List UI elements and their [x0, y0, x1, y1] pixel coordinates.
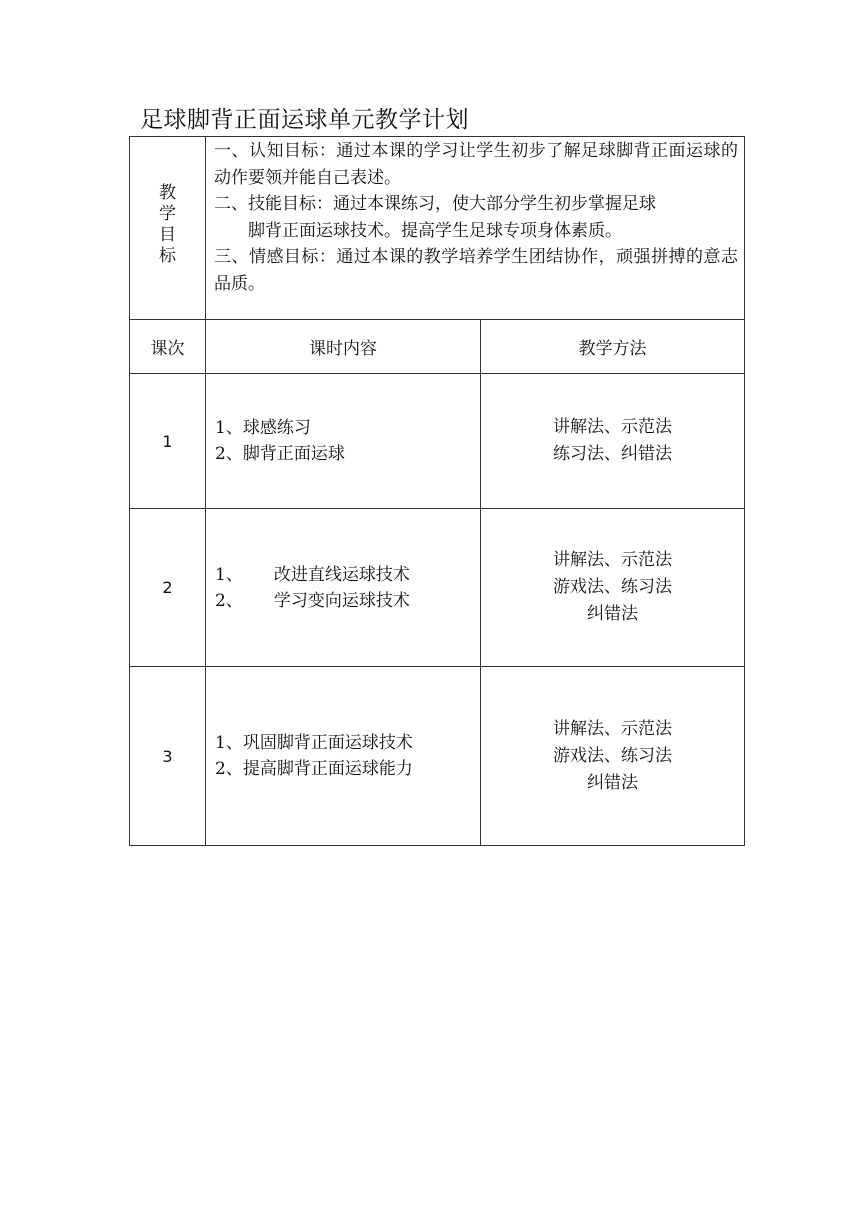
method-item: 纠错法	[587, 604, 638, 624]
teaching-plan-table	[129, 136, 745, 846]
teaching-goals-content	[206, 137, 745, 320]
skill-goal	[214, 191, 738, 244]
lesson-methods	[481, 509, 745, 667]
method-item: 讲解法、示范法	[553, 550, 672, 570]
cognitive-goal: 一、认知目标：通过本课的学习让学生初步了解足球脚背正面运球的动作要领并能自己表述。	[214, 141, 738, 188]
method-item: 纠错法	[587, 772, 638, 793]
lesson-number: 2	[130, 509, 206, 667]
lesson-methods	[481, 667, 745, 846]
content-item: 2、提高脚背正面运球能力	[215, 759, 413, 779]
content-item: 1、球感练习	[215, 418, 311, 438]
header-content: 课时内容	[206, 320, 481, 374]
table-header-row	[130, 320, 745, 374]
method-item: 游戏法、练习法	[553, 577, 672, 597]
method-item: 游戏法、练习法	[553, 745, 672, 766]
table-row	[130, 509, 745, 667]
method-item: 讲解法、示范法	[553, 718, 672, 739]
teaching-goals-label-cell	[130, 137, 206, 320]
lesson-number: 1	[130, 374, 206, 509]
content-item: 1、 改进直线运球技术	[215, 564, 410, 585]
content-item: 2、 学习变向运球技术	[215, 590, 410, 611]
document-title: 足球脚背正面运球单元教学计划	[140, 107, 469, 133]
teaching-goals-label: 教学目标	[159, 183, 176, 266]
method-item: 讲解法、示范法	[553, 417, 672, 437]
content-item: 1、巩固脚背正面运球技术	[215, 733, 413, 753]
affective-goal: 三、情感目标：通过本课的教学培养学生团结协作，顽强拼搏的意志品质。	[214, 247, 738, 294]
header-lesson: 课次	[130, 320, 206, 374]
skill-goal-line-1: 二、技能目标：通过本课练习，使大部分学生初步掌握足球	[214, 194, 656, 214]
table-row	[130, 667, 745, 846]
skill-goal-line-2: 脚背正面运球技术。提高学生足球专项身体素质。	[248, 220, 622, 241]
content-item: 2、脚背正面运球	[215, 444, 345, 464]
method-item: 练习法、纠错法	[553, 444, 672, 464]
lesson-content	[206, 509, 481, 667]
lesson-content	[206, 667, 481, 846]
lesson-methods	[481, 374, 745, 509]
lesson-content	[206, 374, 481, 509]
teaching-goals-row	[130, 137, 745, 320]
table-row	[130, 374, 745, 509]
header-method: 教学方法	[481, 320, 745, 374]
lesson-number: 3	[130, 667, 206, 846]
